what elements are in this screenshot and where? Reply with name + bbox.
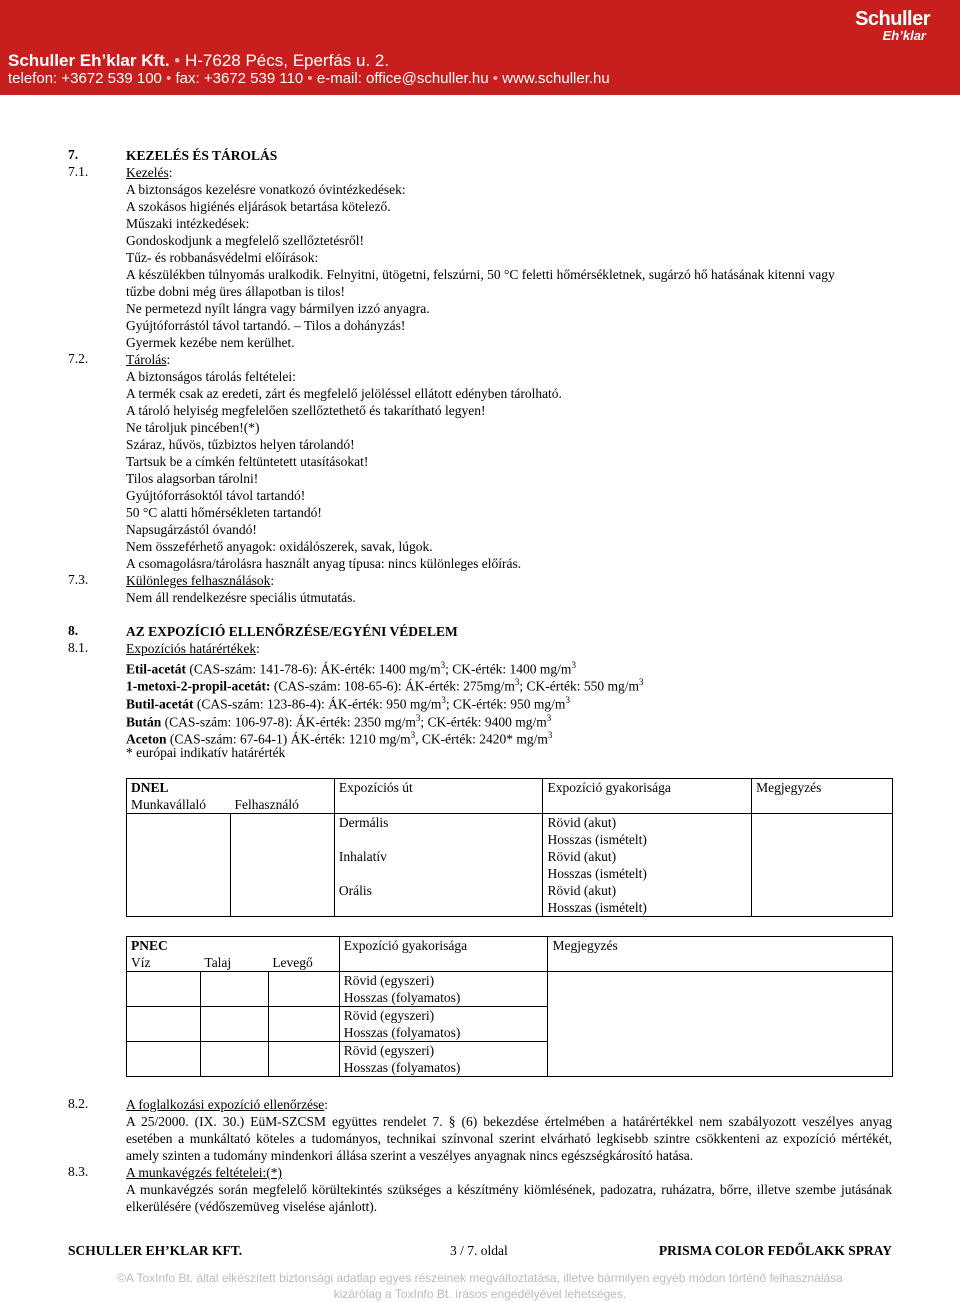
handling-line: Gyújtóforrástól távol tartandó. – Tilos a dohányzás! — [126, 318, 406, 333]
pnec-air-cell — [268, 972, 339, 1007]
letterhead-line2: telefon: +3672 539 100 • fax: +3672 539 110 • e-mail: office@schuller.hu • www.schuller.hu — [8, 70, 610, 87]
pnec-water-header: Víz — [127, 954, 201, 972]
pnec-note-header: Megjegyzés — [548, 937, 893, 972]
pnec-frequency: Rövid (egyszeri) Hosszas (folyamatos) — [339, 1042, 548, 1077]
company-phone: telefon: +3672 539 100 — [8, 70, 162, 87]
pnec-frequency: Rövid (egyszeri) Hosszas (folyamatos) — [339, 1007, 548, 1042]
limit-aceton: Aceton (CAS-szám: 67-64-1) ÁK-érték: 1210 $mg/m^3$, CK-érték: 2420* $mg/m^3$ — [126, 730, 553, 747]
dnel-table — [126, 778, 893, 917]
footer-product: PRISMA COLOR FEDŐLAKK SPRAY — [658, 1243, 892, 1258]
copyright-notice: ©A ToxInfo Bt. által elkészített biztonsági adatlap egyes részeinek megváltoztatása, illetve bármilyen egyéb módon történő felhasználása kizárólag a ToxInfo Bt. írásos engedélyével lehetséges. — [117, 1271, 843, 1301]
section-8-3-title: A munkavégzés feltételei:(*) — [126, 1165, 282, 1180]
storage-line: Száraz, hűvös, tűzbiztos helyen tárolandó! — [126, 437, 355, 452]
storage-line: Gyújtóforrásoktól távol tartandó! — [126, 488, 306, 503]
pnec-table — [126, 936, 893, 1077]
storage-line: Ne tároljuk pincében!(*) — [126, 420, 260, 435]
dnel-worker-header: Munkavállaló — [127, 796, 231, 814]
dnel-user-header: Felhasználó — [230, 796, 334, 814]
section-8-2-number: 8.2. — [68, 1096, 89, 1111]
section-8-2-title: A foglalkozási expozíció ellenőrzése — [126, 1097, 325, 1112]
dnel-route: Inhalatív — [334, 848, 543, 882]
dnel-frequency: Rövid (akut) Hosszas (ismételt) — [543, 848, 752, 882]
section-7-number: 7. — [68, 147, 79, 162]
company-logo: Schuller Eh’klar — [855, 8, 930, 43]
handling-line: Tűz- és robbanásvédelmi előírások: — [126, 250, 319, 265]
company-fax: fax: +3672 539 110 — [175, 70, 304, 87]
handling-line: Ne permetezd nyílt lángra vagy bármilyen izzó anyagra. — [126, 301, 430, 316]
section-8-1-number: 8.1. — [68, 640, 89, 655]
limit-etil-acetat: Etil-acetát (CAS-szám: 141-78-6): ÁK-érték: 1400 $mg/m^3$; CK-érték: 1400 $mg/m^3$ — [126, 660, 576, 677]
handling-line: Gondoskodjunk a megfelelő szellőztetésről! — [126, 233, 365, 248]
footer-page-number: 3 / 7. oldal — [450, 1243, 508, 1258]
company-name: Schuller Eh’klar Kft. — [8, 51, 170, 70]
company-address: H-7628 Pécs, Eperfás u. 2. — [184, 51, 390, 70]
dnel-frequency: Rövid (akut) Hosszas (ismételt) — [543, 882, 752, 917]
handling-line: A készülékben túlnyomás uralkodik. Felnyitni, ütögetni, felszúrni, 50 °C feletti hőmérsékletnek, sugárzó hő hatásának kitenni vagy — [126, 267, 835, 282]
section-8-1-title: Expozíciós határértékek — [126, 641, 257, 656]
dnel-frequency-header: Expozíció gyakorisága — [543, 779, 752, 814]
section-8-3-heading — [126, 1164, 282, 1181]
letterhead-line1: Schuller Eh’klar Kft. • H-7628 Pécs, Eperfás u. 2. — [8, 51, 390, 70]
handling-line: Gyermek kezébe nem kerülhet. — [126, 335, 295, 350]
dnel-note — [752, 814, 893, 917]
limit-metoxi-propil-acetat: 1-metoxi-2-propil-acetát: (CAS-szám: 108-65-6): ÁK-érték: $275mg/m^3$; CK-érték: 550 $mg/m^3$ — [126, 677, 644, 694]
section-8-3-number: 8.3. — [68, 1164, 89, 1179]
pnec-air-header: Levegő — [268, 954, 339, 972]
section-8-1-heading: Expozíciós határértékek: — [126, 641, 260, 656]
pnec-soil-cell — [200, 972, 268, 1007]
section-8-2-heading: A foglalkozási expozíció ellenőrzése: — [126, 1097, 329, 1112]
section-8-number: 8. — [68, 623, 79, 638]
pnec-note — [548, 972, 893, 1077]
section-7-3-heading: Különleges felhasználások: — [126, 573, 275, 588]
limit-butan: Bután (CAS-szám: 106-97-8): ÁK-érték: 2350 $mg/m^3$; CK-érték: 9400 $mg/m^3$ — [126, 713, 552, 730]
storage-line: Tilos alagsorban tárolni! — [126, 471, 259, 486]
section-7-3-title: Különleges felhasználások — [126, 573, 271, 588]
section-7-1-number: 7.1. — [68, 164, 89, 179]
handling-line: tűzbe dobni még üres állapotban is tilos! — [126, 284, 345, 299]
section-7-2-heading: Tárolás: — [126, 352, 171, 367]
pnec-soil-header: Talaj — [200, 954, 268, 972]
handling-line: A biztonságos kezelésre vonatkozó óvintézkedések: — [126, 182, 406, 197]
pnec-water-cell — [127, 972, 201, 1007]
pnec-frequency: Rövid (egyszeri) Hosszas (folyamatos) — [339, 972, 548, 1007]
footer-company: SCHULLER EH’KLAR KFT. — [68, 1243, 243, 1258]
dnel-route: Dermális — [334, 814, 543, 849]
section-7-3-number: 7.3. — [68, 572, 89, 587]
storage-line: A termék csak az eredeti, zárt és megfelelő jelöléssel ellátott edényben tárolható. — [126, 386, 562, 401]
storage-line: A csomagolásra/tárolásra használt anyag típusa: nincs különleges előírás. — [126, 556, 522, 571]
section-8-2-text: A 25/2000. (IX. 30.) EüM-SZCSM együttes rendelet 7. § (6) bekezdése értelmében a határértékkel nem szabályozott veszélyes anyag esetében a munkáltató köteles a tudományos, technikai színvonal szerint elvárható legkisebb szintre csökkenteni az expozíció mértékét, amely szinten a tudomány mindenkori állása szerint a veszélyes anyagnak nincs egészségkárosító hatása. — [126, 1114, 892, 1163]
dnel-worker-cell — [127, 814, 231, 917]
dnel-route: Orális — [334, 882, 543, 917]
section-7-1-heading: Kezelés: — [126, 165, 173, 180]
handling-line: Műszaki intézkedések: — [126, 216, 250, 231]
dnel-header: DNEL — [127, 779, 335, 797]
storage-line: Napsugárzástól óvandó! — [126, 522, 257, 537]
section-7-1-title: Kezelés — [126, 165, 169, 180]
limit-footnote: * európai indikatív határérték — [126, 745, 286, 760]
section-7-title: KEZELÉS ÉS TÁROLÁS — [126, 148, 278, 163]
section-8-title: AZ EXPOZÍCIÓ ELLENŐRZÉSE/EGYÉNI VÉDELEM — [126, 624, 458, 639]
storage-line: Nem összeférhető anyagok: oxidálószerek, savak, lúgok. — [126, 539, 433, 554]
storage-line: 50 °C alatti hőmérsékleten tartandó! — [126, 505, 322, 520]
special-use-line: Nem áll rendelkezésre speciális útmutatás. — [126, 590, 356, 605]
limit-butil-acetat: Butil-acetát (CAS-szám: 123-86-4): ÁK-érték: 950 $mg/m^3$; CK-érték: 950 $mg/m^3$ — [126, 695, 570, 712]
storage-line: A tároló helyiség megfelelően szellőztethető és takarítható legyen! — [126, 403, 486, 418]
storage-line: Tartsuk be a címkén feltüntetett utasításokat! — [126, 454, 369, 469]
handling-line: A szokásos higiénés eljárások betartása kötelező. — [126, 199, 391, 214]
dnel-note-header: Megjegyzés — [752, 779, 893, 814]
letterhead — [0, 0, 960, 95]
company-website[interactable]: www.schuller.hu — [502, 70, 610, 87]
section-8-3-text: A munkavégzés során megfelelő körültekintés szükséges a készítmény kiömlésének, padozatra, ruházatra, bőrre, illetve szembe jutásának elkerülésére (védőszemüveg viselése ajánlott). — [126, 1182, 892, 1214]
section-7-2-number: 7.2. — [68, 351, 89, 366]
dnel-user-cell — [230, 814, 334, 917]
dnel-route-header: Expozíciós út — [334, 779, 543, 814]
section-7-2-title: Tárolás — [126, 352, 167, 367]
dnel-frequency: Rövid (akut) Hosszas (ismételt) — [543, 814, 752, 849]
pnec-header: PNEC — [127, 937, 340, 955]
company-email[interactable]: e-mail: office@schuller.hu — [316, 70, 489, 87]
storage-line: A biztonságos tárolás feltételei: — [126, 369, 296, 384]
pnec-frequency-header: Expozíció gyakorisága — [339, 937, 548, 972]
